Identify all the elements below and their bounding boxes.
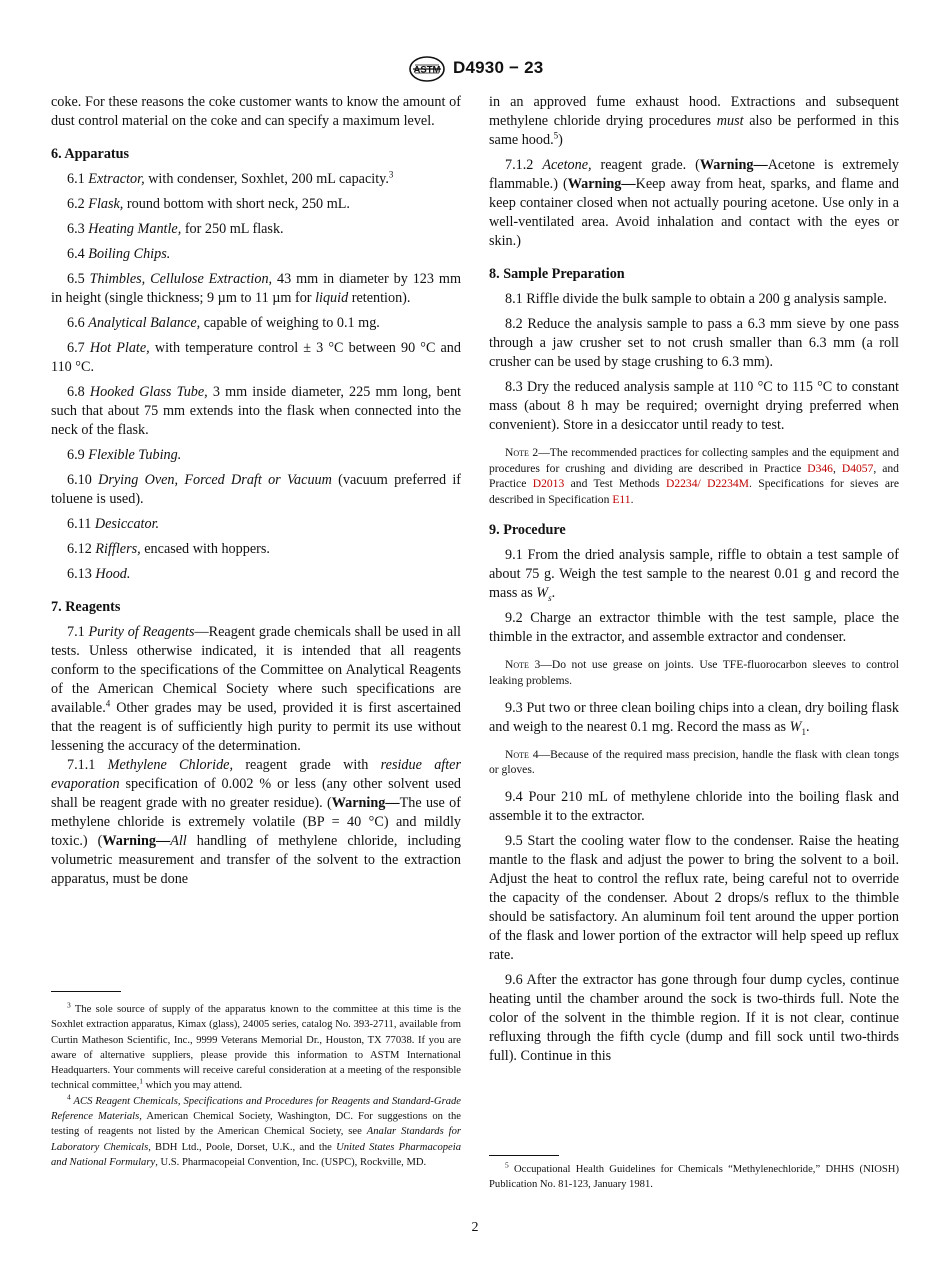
section-heading-sample-preparation: 8. Sample Preparation (489, 266, 625, 282)
paragraph-7-1-2: 7.1.2 Acetone, reagent grade. (Warning—Acetone is extremely flammable.) (Warning—Keep away from heat, sparks, and flame and keep container closed when not actually pouring acetone. Use only in a well-ventilated area. Avoid inhalation and contact with the eyes or skin.) (489, 157, 900, 249)
apparatus-item: 6.4 Boiling Chips. (67, 246, 171, 262)
continued-paragraph: in an approved fume exhaust hood. Extractions and subsequent methylene chloride drying procedures must also be performed in this same hood.$^5$) (489, 94, 899, 148)
apparatus-item: 6.11 Desiccator. (67, 516, 160, 532)
link-d2234[interactable]: D2234/ D2234M (665, 477, 749, 491)
apparatus-item: 6.7 Hot Plate, with temperature control ± 3 °C between 90 °C and 110 °C. (51, 340, 461, 375)
link-d2013[interactable]: D2013 (532, 477, 565, 491)
section-heading-reagents: 7. Reagents (51, 599, 121, 615)
note-2: Note 2—The recommended practices for collecting samples and the equipment and procedures for crushing and dividing are described in Practice D346, D4057, and Practice D2013 and Test Methods D2234/ D2234M. Specifications for sieves are described in Specification E11. (489, 446, 899, 506)
apparatus-item: 6.2 Flask, round bottom with short neck, 250 mL. (67, 196, 350, 212)
footnote-divider (51, 991, 121, 992)
apparatus-item: 6.12 Rifflers, encased with hoppers. (67, 541, 270, 557)
paragraph-9-5: 9.5 Start the cooling water flow to the condenser. Raise the heating mantle to the flask and adjust the power to bring the solvent to a boil. Adjust the heat to control the reflux rate, being careful not to override the capacity of the condenser. About 2 drops/s reflux to the thimble should be satisfactory. An aluminum foil tent around the upper portion of the flask and lower portion of the extractor will help speed up reflux rate. (489, 832, 899, 963)
footnote-4: $^4$ ACS Reagent Chemicals, Specifications and Procedures for Reagents and Standard-Grade Reference Materials, American Chemical Society, Washington, DC. For suggestions on the testing of reagents not listed by the American Chemical Society, see Analar Standards for Laboratory Chemicals, BDH Ltd., Poole, Dorset, U.K., and the United States Pharmacopeia and National Formulary, U.S. Pharmacopeial Convention, Inc. (USPC), Rockville, MD. (51, 1092, 462, 1168)
apparatus-item: 6.10 Drying Oven, Forced Draft or Vacuum (vacuum preferred if toluene is used). (51, 472, 461, 507)
apparatus-item: 6.5 Thimbles, Cellulose Extraction, 43 mm in diameter by 123 mm in height (single thickness; 9 µm to 11 µm for liquid retention). (51, 271, 461, 306)
footnote-3: $^3$ The sole source of supply of the apparatus known to the committee at this time is the Soxhlet extraction apparatus, Kimax (glass), 24005 series, catalog No. 393-2711, available from Curtin Matheson Scientific, Inc., 9999 Veterans Memorial Dr., Houston, TX 77038. If you are aware of alternative suppliers, please provide this information to ASTM International Headquarters. Your comments will receive careful consideration at a meeting of the responsible technical committee,$^1$ which you may attend. (51, 1000, 461, 1092)
paragraph-7-1: 7.1 Purity of Reagents—Reagent grade chemicals shall be used in all tests. Unless otherwise indicated, it is intended that all reagents conform to the specifications of the Committee on Analytical Reagents of the American Chemical Society where such specifications are available.$^4$ Other grades may be used, provided it is first ascertained that the reagent is of sufficiently high purity to permit its use without lessening the accuracy of the determination. (51, 624, 461, 754)
link-d346[interactable]: D346 (807, 461, 833, 475)
document-id: D4930 − 23 (453, 58, 544, 77)
apparatus-item: 6.8 Hooked Glass Tube, 3 mm inside diameter, 225 mm long, bent such that about 75 mm extends into the flask when connected into the neck of the flask. (51, 384, 462, 438)
paragraph-9-1: 9.1 From the dried analysis sample, riffle to obtain a test sample of about 75 g. Weigh the test sample to the nearest 0.01 g and record the mass as $W_s$. (489, 547, 899, 604)
footnotes-right (489, 1162, 899, 1193)
right-column (489, 93, 899, 1072)
apparatus-item: 6.6 Analytical Balance, capable of weighing to 0.1 mg. (67, 315, 380, 331)
footnote-divider-right (489, 1155, 559, 1156)
note-4: Note 4—Because of the required mass precision, handle the flask with clean tongs or gloves. (489, 747, 899, 777)
paragraph-8-1: 8.1 Riffle divide the bulk sample to obtain a 200 g analysis sample. (505, 291, 887, 307)
svg-text:ASTM: ASTM (413, 64, 441, 76)
page-number: 2 (471, 1220, 479, 1235)
footnotes-left (51, 1002, 461, 1170)
section-heading-apparatus: 6. Apparatus (51, 146, 130, 162)
section-heading-procedure: 9. Procedure (489, 522, 566, 539)
left-column (51, 93, 461, 889)
note-3: Note 3—Do not use grease on joints. Use TFE-fluorocarbon sleeves to control leaking problems. (489, 658, 899, 687)
apparatus-list (51, 170, 461, 584)
paragraph-9-6: 9.6 After the extractor has gone through four dump cycles, continue heating until the chamber around the sock is two-thirds full. Note the color of the solvent in the thimble region. If it is not clear, continue refluxing through the fifth cycle (dump and fill sock until two-thirds full). Continue in this (489, 971, 899, 1064)
paragraph-9-2: 9.2 Charge an extractor thimble with the test sample, place the thimble in the extractor, and assemble extractor and condenser. (489, 610, 899, 646)
footnote-5: $^5$ Occupational Health Guidelines for Chemicals “Methylenechloride,” DHHS (NIOSH) Publication No. 81-123, January 1981. (489, 1160, 899, 1191)
paragraph-9-4: 9.4 Pour 210 mL of methylene chloride into the boiling flask and assemble it to the extractor. (489, 788, 899, 824)
page-header (0, 56, 950, 84)
apparatus-item: 6.3 Heating Mantle, for 250 mL flask. (67, 221, 284, 237)
apparatus-item: 6.13 Hood. (67, 566, 131, 582)
paragraph-8-3: 8.3 Dry the reduced analysis sample at 110 °C to 115 °C to constant mass (about 8 h may be required; overnight drying preferred when convenient). Store in a desiccator until ready to test. (489, 379, 899, 433)
intro-paragraph: coke. For these reasons the coke customer wants to know the amount of dust control material on the coke and can specify a maximum level. (51, 94, 461, 129)
paragraph-9-3: 9.3 Put two or three clean boiling chips into a clean, dry boiling flask and weigh to the nearest 0.1 mg. Record the mass as $W_1$. (489, 699, 899, 737)
link-d4057[interactable]: D4057 (841, 461, 874, 475)
apparatus-item: 6.1 Extractor, with condenser, Soxhlet, 200 mL capacity.$^3$ (67, 169, 394, 187)
paragraph-7-1-1: 7.1.1 Methylene Chloride, reagent grade with residue after evaporation specification of 0.002 % or less (any other solvent used shall be reagent grade with no greater residue). (Warning—The use of methylene chloride is extremely volatile (BP = 40 °C) and mildly toxic.) (Warning—All handling of methylene chloride, including volumetric measurement and transfer of the solvent to the extraction apparatus, must be done (51, 757, 461, 887)
paragraph-8-2: 8.2 Reduce the analysis sample to pass a 6.3 mm sieve by one pass through a jaw crusher set to not crush smaller than 6.3 mm (a roll crusher can be used by stage crushing to 6.3 mm). (489, 316, 899, 370)
link-e11[interactable]: E11 (612, 492, 631, 506)
apparatus-item: 6.9 Flexible Tubing. (67, 447, 182, 463)
astm-logo-icon (409, 56, 445, 82)
